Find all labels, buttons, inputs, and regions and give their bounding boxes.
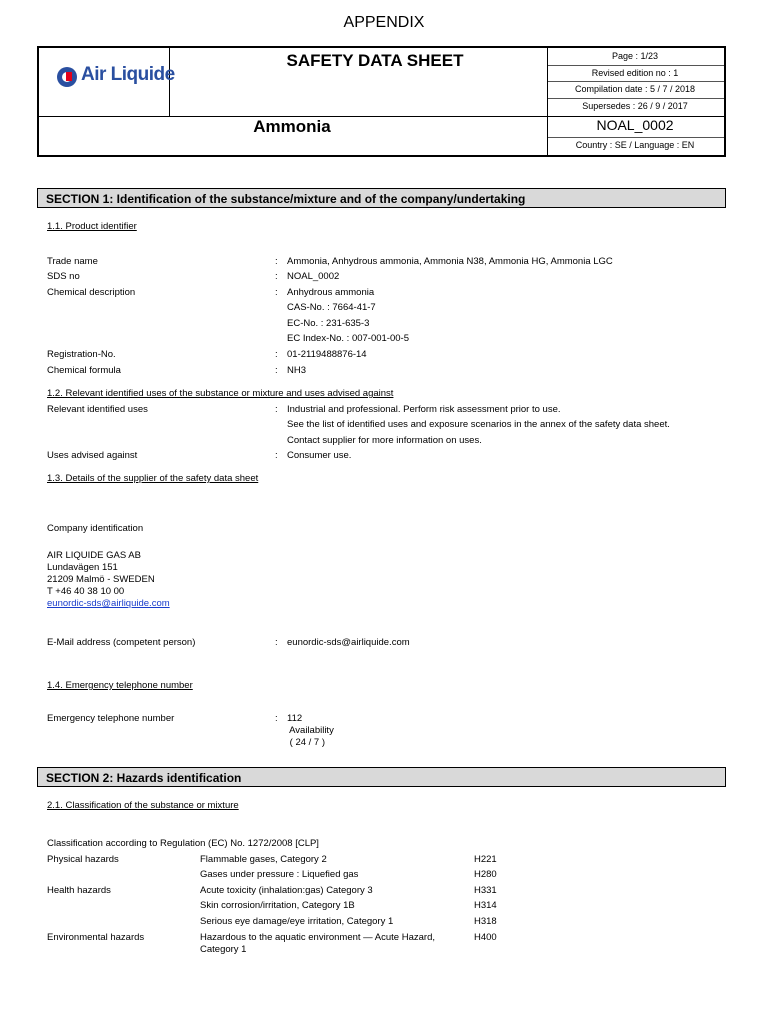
company-phone: T +46 40 38 10 00 <box>47 586 125 597</box>
logo-text: Air Liquide <box>81 64 175 85</box>
subsection-1-1: 1.1. Product identifier <box>47 221 137 232</box>
ec-index-number: EC Index-No. : 007-001-00-5 <box>287 333 409 344</box>
emergency-phone-number: 112 <box>287 713 303 724</box>
subsection-1-3: 1.3. Details of the supplier of the safety data sheet <box>47 473 259 484</box>
section-1-header <box>37 188 726 208</box>
identified-uses-label: Relevant identified uses <box>47 404 148 415</box>
document-title: SAFETY DATA SHEET <box>286 51 464 70</box>
identified-uses-line: Industrial and professional. Perform risk assessment prior to use. <box>287 404 561 415</box>
ec-number: EC-No. : 231-635-3 <box>287 318 370 329</box>
company-email-link[interactable]: eunordic-sds@airliquide.com <box>47 598 170 609</box>
email-value: eunordic-sds@airliquide.com <box>287 637 410 648</box>
uses-advised-against-value: Consumer use. <box>287 450 352 461</box>
hazard-description: Category 1 <box>200 944 247 955</box>
supersedes-date: Supersedes : 26 / 9 / 2017 <box>582 101 688 111</box>
identified-uses-line: See the list of identified uses and exposure scenarios in the annex of the safety data sheet. <box>287 419 670 430</box>
trade-name-label: Trade name <box>47 256 98 267</box>
hazard-code: H318 <box>474 916 497 927</box>
chemical-description-label: Chemical description <box>47 287 136 298</box>
hazard-description: Acute toxicity (inhalation:gas) Category 3 <box>200 885 373 896</box>
revised-edition: Revised edition no : 1 <box>591 68 679 78</box>
subsection-1-4: 1.4. Emergency telephone number <box>47 680 193 691</box>
sds-value: NOAL_0002 <box>287 271 340 282</box>
subsection-1-2: 1.2. Relevant identified uses of the substance or mixture and uses advised against <box>47 388 394 399</box>
appendix-heading: APPENDIX <box>343 14 425 31</box>
hazard-group: Physical hazards <box>47 854 119 865</box>
hazard-description: Serious eye damage/eye irritation, Category 1 <box>200 916 394 927</box>
section-2-header <box>37 767 726 787</box>
chemical-formula-value: NH3 <box>287 365 307 376</box>
subsection-2-1: 2.1. Classification of the substance or mixture <box>47 800 239 811</box>
email-label: E-Mail address (competent person) <box>47 637 196 648</box>
chemical-description-line: Anhydrous ammonia <box>287 287 375 298</box>
hazard-description: Flammable gases, Category 2 <box>200 854 327 865</box>
product-code: NOAL_0002 <box>596 117 674 133</box>
compilation-date: Compilation date : 5 / 7 / 2018 <box>574 84 696 94</box>
hazard-description: Hazardous to the aquatic environment — Acute Hazard, <box>200 932 435 943</box>
company-name: AIR LIQUIDE GAS AB <box>47 550 141 561</box>
hazard-code: H314 <box>474 900 497 911</box>
hazard-group: Health hazards <box>47 885 111 896</box>
emergency-availability: Availability <box>287 725 334 736</box>
company-identification-label: Company identification <box>47 523 144 534</box>
hazard-code: H400 <box>474 932 497 943</box>
registration-label: Registration-No. <box>47 349 116 360</box>
product-name: Ammonia <box>253 117 331 136</box>
emergency-hours: ( 24 / 7 ) <box>287 737 326 748</box>
hazard-code: H280 <box>474 869 497 880</box>
sds-label: SDS no <box>47 271 80 282</box>
hazard-code: H331 <box>474 885 497 896</box>
uses-advised-against-label: Uses advised against <box>47 450 138 461</box>
section-2-title: SECTION 2: Hazards identification <box>46 771 242 785</box>
page-number: Page : 1/23 <box>611 51 659 61</box>
country-language: Country : SE / Language : EN <box>575 140 695 150</box>
company-street: Lundavägen 151 <box>47 562 118 573</box>
registration-value: 01-2119488876-14 <box>287 349 367 360</box>
identified-uses-line: Contact supplier for more information on uses. <box>287 435 482 446</box>
section-1-title: SECTION 1: Identification of the substance/mixture and of the company/undertaking <box>46 192 526 206</box>
hazard-group: Environmental hazards <box>47 932 145 943</box>
company-city: 21209 Malmö - SWEDEN <box>47 574 155 585</box>
trade-name-value: Ammonia, Anhydrous ammonia, Ammonia N38, Ammonia HG, Ammonia LGC <box>287 256 613 267</box>
hazard-description: Gases under pressure : Liquefied gas <box>200 869 359 880</box>
hazard-description: Skin corrosion/irritation, Category 1B <box>200 900 355 911</box>
cas-number: CAS-No. : 7664-41-7 <box>287 302 376 313</box>
chemical-formula-label: Chemical formula <box>47 365 121 376</box>
emergency-phone-label: Emergency telephone number <box>47 713 175 724</box>
clp-classification-heading: Classification according to Regulation (EC) No. 1272/2008 [CLP] <box>47 838 319 849</box>
hazard-code: H221 <box>474 854 497 865</box>
